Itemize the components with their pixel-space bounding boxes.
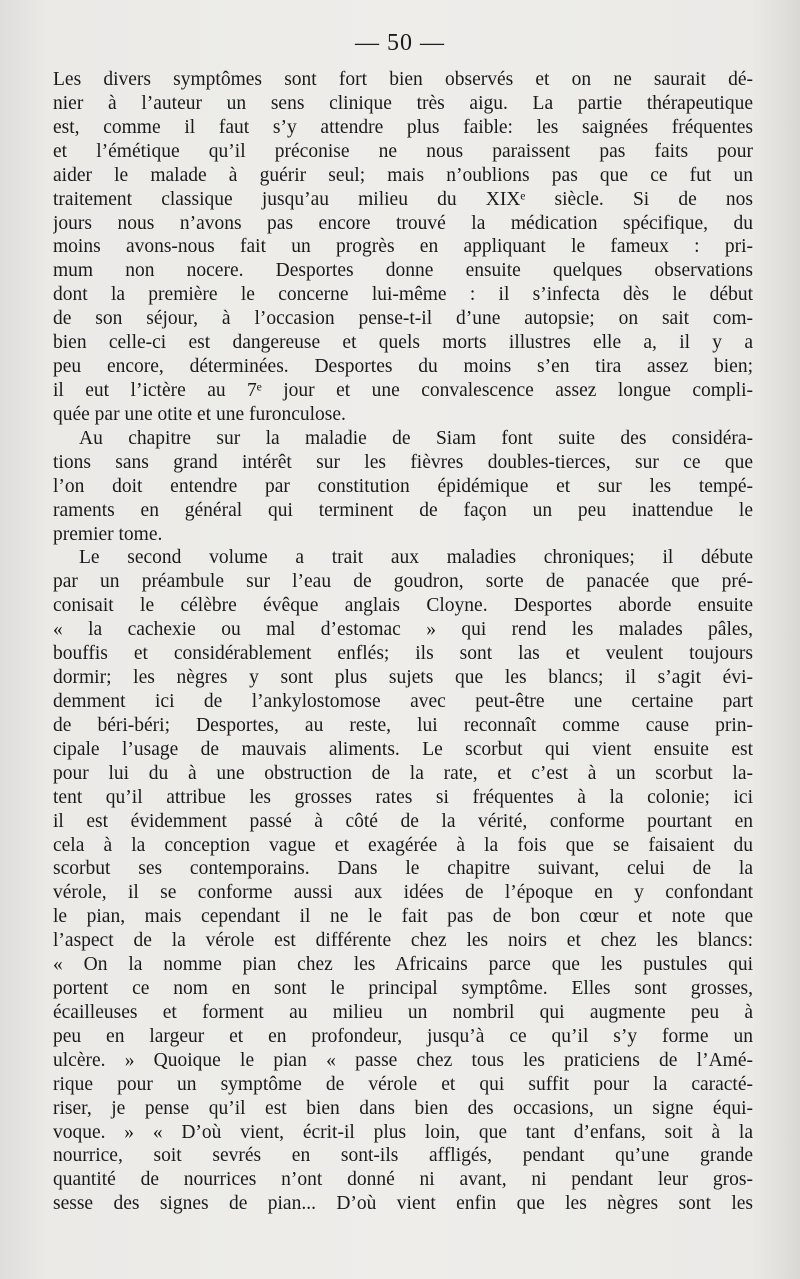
text-line: conisait le célèbre évêque anglais Cloyne. Desportes aborde ensuite [53, 595, 753, 617]
text-line: riser, je pense qu’il est bien dans bien des occasions, un signe équi- [53, 1097, 753, 1119]
text-line: bien celle-ci est dangereuse et quels morts illustres elle a, il y a [53, 332, 753, 354]
text-line: traitement classique jusqu’au milieu du XIXᵉ siècle. Si de nos [53, 188, 753, 210]
text-line: écailleuses et forment au milieu un nombril qui augmente peu à [53, 1001, 753, 1023]
text-line: « la cachexie ou mal d’estomac » qui rend les malades pâles, [53, 619, 753, 641]
text-line: sesse des signes de pian... D’où vient enfin que les nègres sont les [53, 1193, 753, 1215]
body-text [53, 68, 753, 1216]
text-line: Le second volume a trait aux maladies chroniques; il débute [79, 547, 753, 569]
text-line: cipale l’usage de mauvais aliments. Le scorbut qui vient ensuite est [53, 738, 753, 760]
text-line: ulcère. » Quoique le pian « passe chez tous les praticiens de l’Amé- [53, 1049, 753, 1071]
text-line: l’on doit entendre par constitution épidémique et sur les tempé- [53, 475, 753, 497]
text-line: de son séjour, à l’occasion pense-t-il d’une autopsie; on sait com- [53, 308, 753, 330]
text-line: Au chapitre sur la maladie de Siam font suite des considéra- [79, 427, 753, 449]
text-line: demment ici de l’ankylostomose avec peut-être une certaine part [53, 690, 753, 712]
text-line: peu encore, déterminées. Desportes du moins s’en tira assez bien; [53, 356, 753, 378]
text-line: nourrice, soit sevrés en sont-ils affligés, pendant qu’une grande [53, 1145, 753, 1167]
text-line: premier tome. [53, 523, 163, 545]
text-line: rique pour un symptôme de vérole et qui suffit pour la caracté- [53, 1073, 753, 1095]
text-line: « On la nomme pian chez les Africains parce que les pustules qui [53, 954, 753, 976]
text-line: est, comme il faut s’y attendre plus faible: les saignées fréquentes [53, 116, 753, 138]
text-line: Les divers symptômes sont fort bien observés et on ne saurait dé- [53, 69, 753, 90]
text-line: par un préambule sur l’eau de goudron, sorte de panacée que pré- [53, 571, 753, 593]
text-line: dormir; les nègres y sont plus sujets que les blancs; il s’agit évi- [53, 667, 753, 689]
text-line: portent ce nom en sont le principal symptôme. Elles sont grosses, [53, 978, 753, 1000]
page-number: — 50 — [355, 30, 445, 56]
text-line: mum non nocere. Desportes donne ensuite quelques observations [53, 260, 753, 282]
text-line: cela à la conception vague et exagérée à la fois que se faisaient du [53, 834, 753, 856]
text-line: quée par une otite et une furonculose. [53, 403, 346, 425]
text-line: il est évidemment passé à côté de la vérité, conforme pourtant en [53, 810, 753, 832]
text-line: aider le malade à guérir seul; mais n’oublions pas que ce fut un [53, 164, 753, 186]
text-line: tions sans grand intérêt sur les fièvres doubles-tierces, sur ce que [53, 451, 753, 473]
text-line: il eut l’ictère au 7ᵉ jour et une convalescence assez longue compli- [53, 379, 753, 401]
text-line: quantité de nourrices n’ont donné ni avant, ni pendant leur gros- [53, 1169, 753, 1191]
text-line: le pian, mais cependant il ne le fait pas de bon cœur et note que [53, 906, 753, 928]
text-line: et l’émétique qu’il préconise ne nous paraissent pas faits pour [53, 140, 753, 162]
text-line: dont la première le concerne lui-même : il s’infecta dès le début [53, 284, 753, 306]
text-line: moins avons-nous fait un progrès en appliquant le fameux : pri- [53, 236, 753, 258]
text-line: jours nous n’avons pas encore trouvé la médication spécifique, du [53, 212, 753, 234]
text-line: voque. » « D’où vient, écrit-il plus loin, que tant d’enfans, soit à la [53, 1121, 753, 1143]
text-line: tent qu’il attribue les grosses rates si fréquentes à la colonie; ici [53, 786, 753, 808]
text-line: l’aspect de la vérole est différente chez les noirs et chez les blancs: [53, 930, 753, 952]
text-line: raments en général qui terminent de façon un peu inattendue le [53, 499, 753, 521]
text-line: de béri-béri; Desportes, au reste, lui reconnaît comme cause prin- [53, 714, 753, 736]
text-line: pour lui du à une obstruction de la rate, et c’est à un scorbut la- [53, 762, 753, 784]
text-line: vérole, il se conforme aussi aux idées de l’époque en y confondant [53, 882, 753, 904]
text-line: peu en largeur et en profondeur, jusqu’à ce qu’il s’y forme un [53, 1025, 753, 1047]
text-line: nier à l’auteur un sens clinique très aigu. La partie thérapeutique [53, 92, 753, 114]
text-line: bouffis et considérablement enflés; ils sont las et veulent toujours [53, 643, 753, 665]
text-line: scorbut ses contemporains. Dans le chapitre suivant, celui de la [53, 858, 753, 880]
